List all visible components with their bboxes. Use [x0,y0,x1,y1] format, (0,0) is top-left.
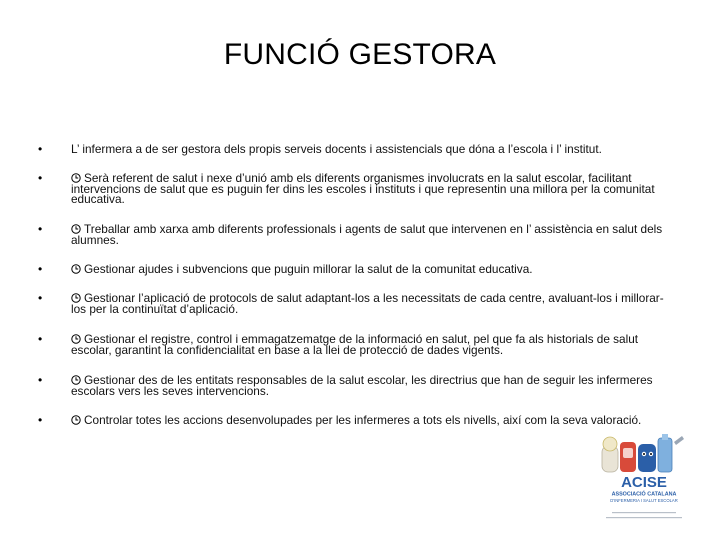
logo-wordmark: ACISE [621,474,667,491]
item-text: Serà referent de salut i nexe d’unió amb els diferents organismes involucrats en la salut escolar, facilitant intervencions de salut que es puguin fer dins les escoles i instituts i que representin una millora per la comunitat educativa. [71,171,655,207]
mascot-icon [602,434,684,472]
bullet-dot: • [38,262,43,276]
bullet-dot: • [38,222,43,236]
item-text: Treballar amb xarxa amb diferents professionals i agents de salut que intervenen en l’ assistència en salut dels alumnes. [71,222,663,247]
acise-logo [596,432,692,524]
bullet-dot: • [38,291,43,305]
slide-title: FUNCIÓ GESTORA [223,38,497,71]
item-text: Gestionar ajudes i subvencions que puguin millorar la salut de la comunitat educativa. [84,262,533,276]
bullet-dot: • [38,332,43,346]
logo-subtitle-1: ASSOCIACIÓ CATALANA [611,491,677,498]
item-text: Gestionar des de les entitats responsables de la salut escolar, les directrius que han de seguir les infermeres escolars vers les seves intervencions. [71,373,653,398]
bullet-dot: • [38,142,43,156]
bullet-dot: • [38,373,43,387]
item-text: Gestionar el registre, control i emmagatzematge de la informació en salut, pel que fa als historials de salut escolar, garantint la confidencialitat en base a la llei de protecció de dades vigents. [71,332,639,357]
item-text: Gestionar l’aplicació de protocols de salut adaptant-los a les necessitats de cada centre, avaluant-los i millorar-los per la continuïtat d’aplicació. [71,291,664,316]
logo-subtitle-2: D'INFERMERIA I SALUT ESCOLAR [610,498,678,503]
item-text: L’ infermera a de ser gestora dels propis serveis docents i assistencials que dóna a l’escola i l’ institut. [71,142,602,156]
clock-icon [71,264,81,274]
bullet-dot: • [38,413,43,427]
item-text: Controlar totes les accions desenvolupades per les infermeres a tots els nivells, així com la seva valoració. [84,413,642,427]
bullet-dot: • [38,171,43,185]
clock-icon [71,415,81,425]
